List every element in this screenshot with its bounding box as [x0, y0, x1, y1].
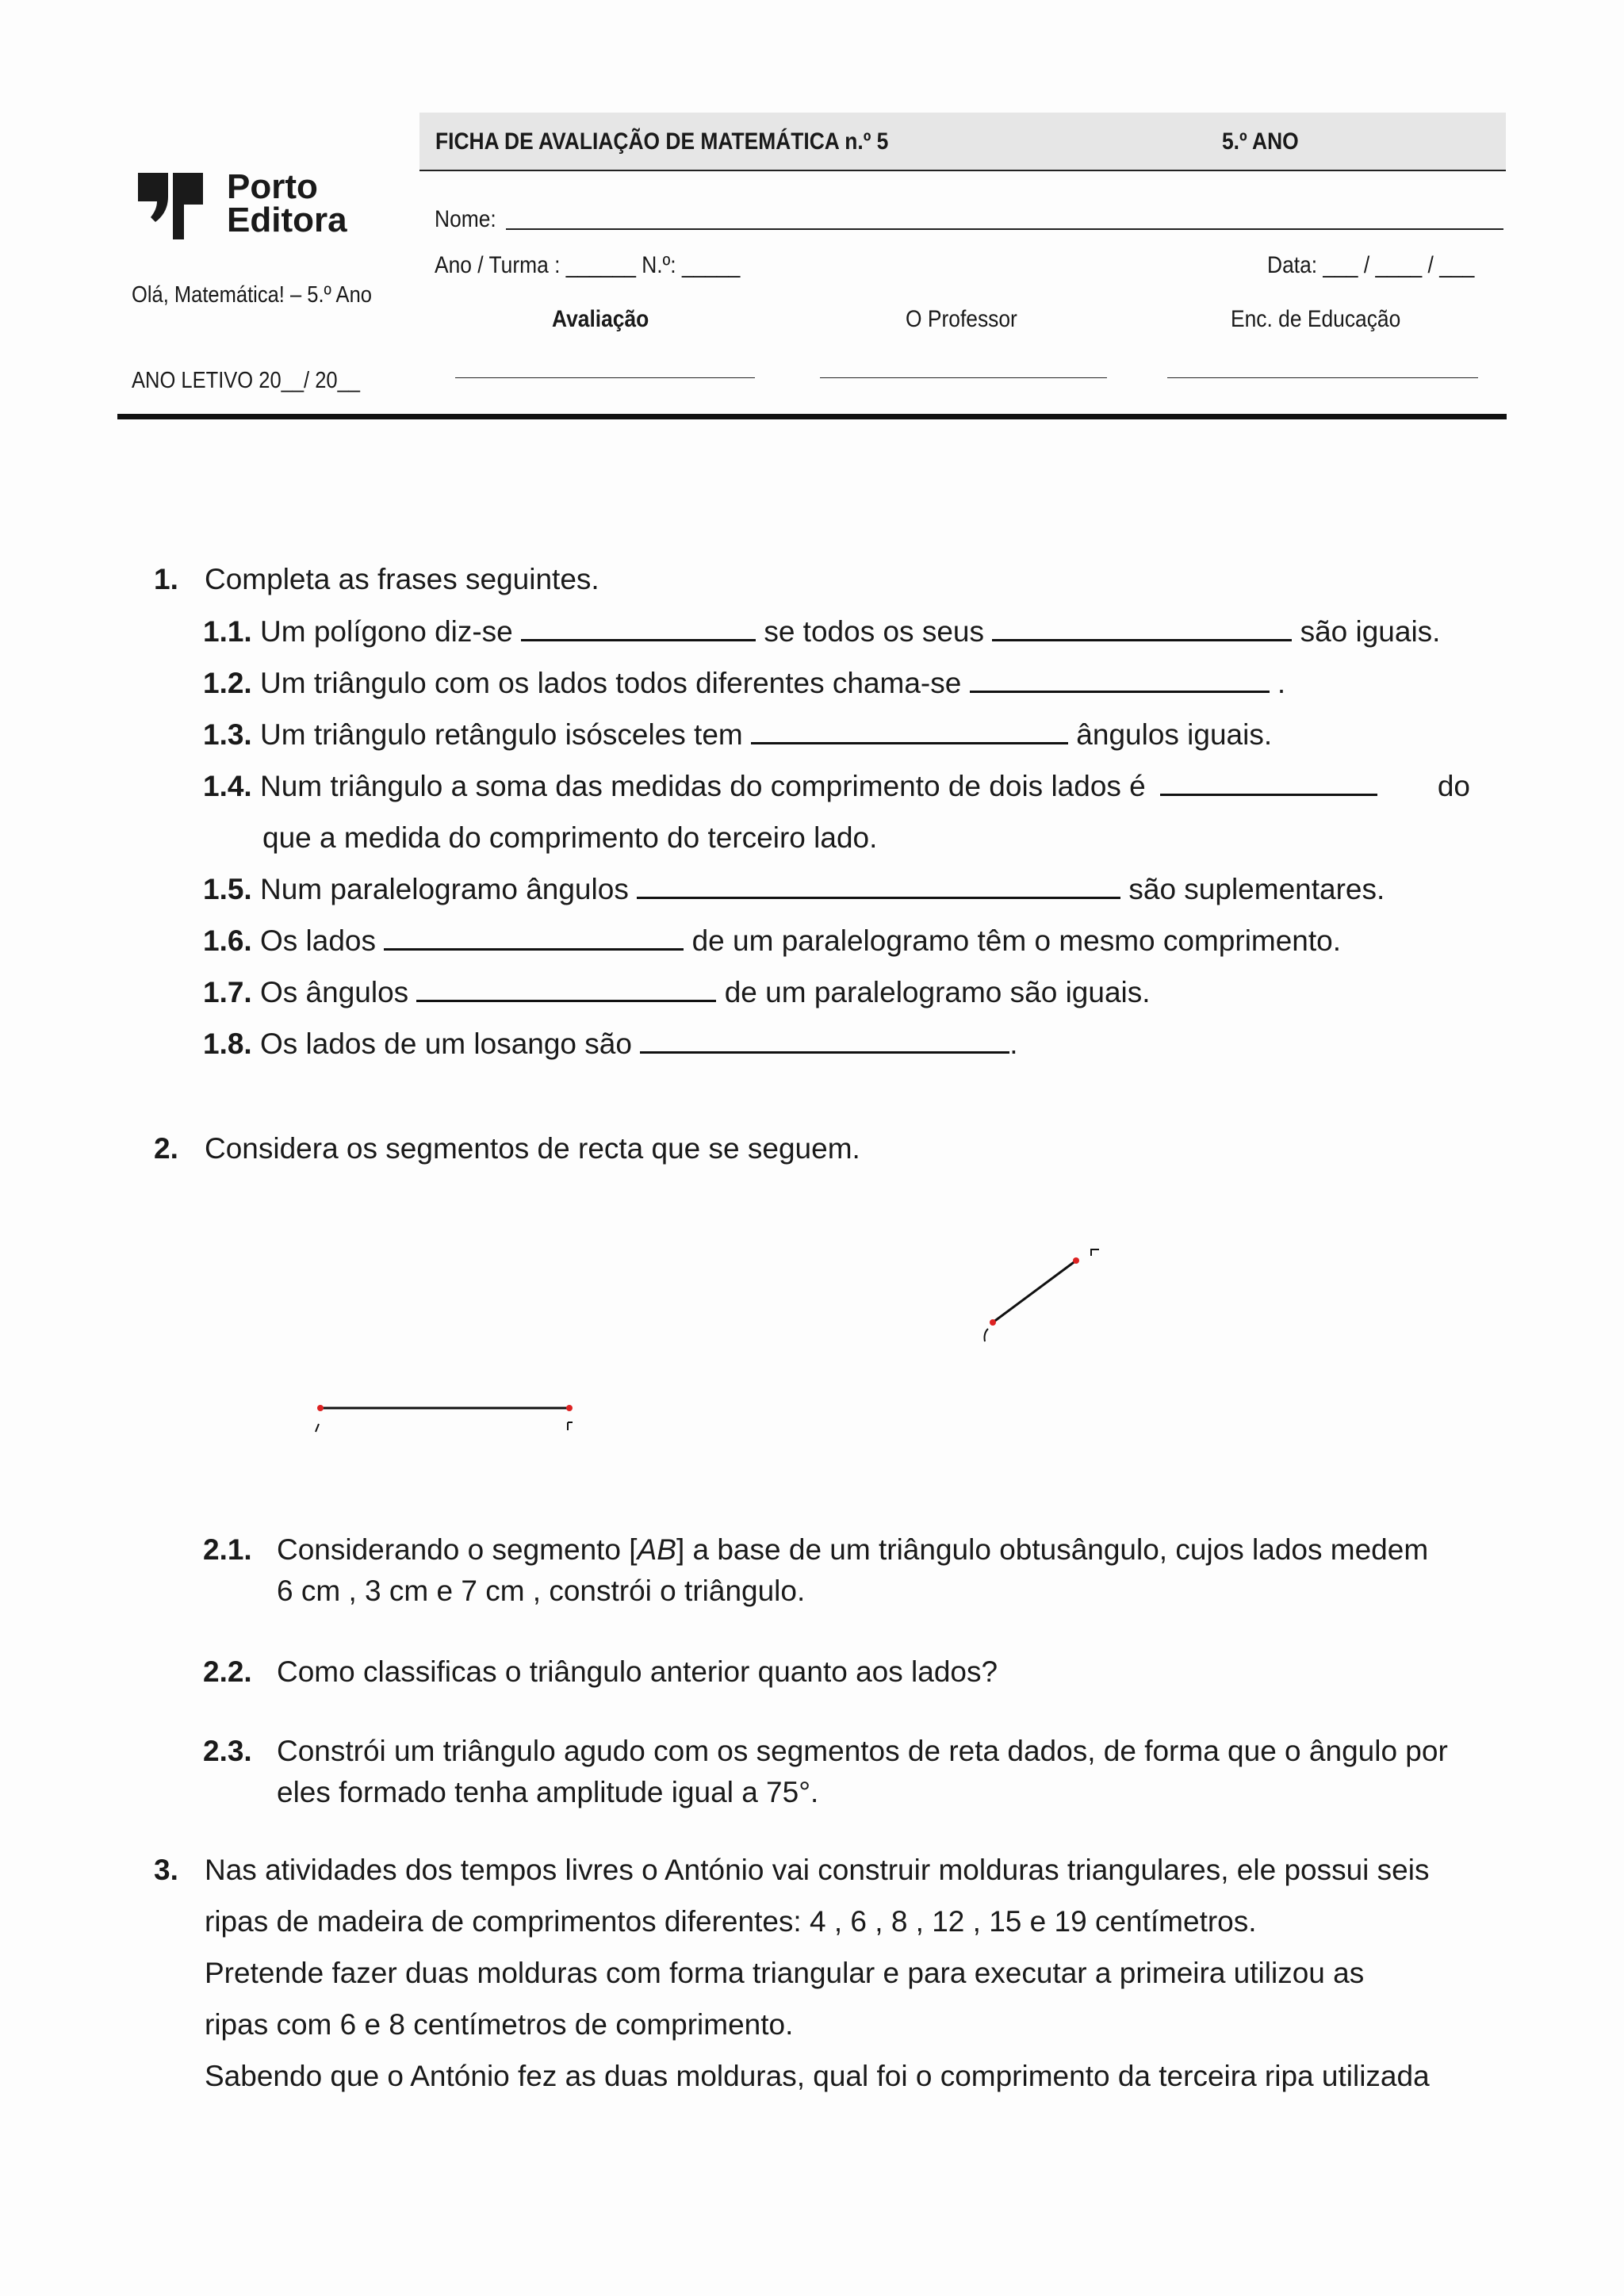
- item-1-6: [203, 924, 1341, 958]
- segment-label: AB: [637, 1533, 676, 1566]
- answer-blank[interactable]: [521, 638, 756, 641]
- item-text: Os lados de um losango são: [260, 1027, 632, 1060]
- question-number: 1.: [154, 563, 178, 595]
- item-number: 1.3.: [203, 718, 252, 751]
- item-text: Num paralelogramo ângulos: [260, 873, 629, 905]
- item-number: 1.8.: [203, 1027, 252, 1060]
- item-number: 1.5.: [203, 873, 252, 905]
- answer-blank[interactable]: [751, 741, 1068, 744]
- logo-mark-icon: [136, 173, 216, 239]
- question-3-line-4: ripas com 6 e 8 centímetros de comprimento.: [205, 2008, 794, 2041]
- item-text-part: Considerando o segmento [: [277, 1533, 638, 1566]
- item-number: 1.1.: [203, 615, 252, 648]
- date-label: Data: ___ / ____ / ___: [1267, 252, 1475, 278]
- answer-blank[interactable]: [992, 638, 1292, 641]
- item-text: Um polígono diz-se: [260, 615, 513, 648]
- item-2-2: [203, 1655, 998, 1689]
- item-number: 1.6.: [203, 924, 252, 957]
- item-1-2: [203, 667, 1285, 700]
- name-field[interactable]: [506, 228, 1503, 230]
- item-text: são iguais.: [1300, 615, 1441, 648]
- sign-guardian-label: Enc. de Educação: [1231, 306, 1401, 332]
- item-text: Num triângulo a soma das medidas do comprimento de dois lados é: [260, 770, 1146, 802]
- question-3: [154, 1854, 178, 1887]
- question-3-line-5: Sabendo que o António fez as duas molduras, qual foi o comprimento da terceira ripa utilizada: [205, 2060, 1430, 2092]
- item-number: 1.7.: [203, 976, 252, 1008]
- item-number: 1.4.: [203, 770, 252, 802]
- answer-blank[interactable]: [1160, 793, 1377, 796]
- item-1-4: [203, 770, 1470, 803]
- answer-blank[interactable]: [640, 1050, 1009, 1054]
- answer-blank[interactable]: [416, 999, 716, 1002]
- book-title: Olá, Matemática! – 5.º Ano: [132, 282, 372, 308]
- item-1-7: [203, 976, 1151, 1009]
- publisher-logo: [136, 167, 358, 239]
- item-text: Constrói um triângulo agudo com os segmentos de reta dados, de forma que o ângulo por: [277, 1735, 1448, 1767]
- item-2-1: [203, 1533, 1429, 1567]
- question-3-line-1: Nas atividades dos tempos livres o António vai construir molduras triangulares, ele possui seis: [205, 1854, 1430, 1886]
- question-number: 3.: [154, 1854, 178, 1886]
- item-text-part: ] a base de um triângulo obtusângulo, cujos lados medem: [676, 1533, 1429, 1566]
- answer-blank[interactable]: [637, 896, 1120, 899]
- grade-label: 5.º ANO: [1222, 128, 1299, 155]
- sheet-title: FICHA DE AVALIAÇÃO DE MATEMÁTICA n.º 5: [435, 128, 889, 155]
- item-text: se todos os seus: [764, 615, 984, 648]
- item-2-3-line-2: eles formado tenha amplitude igual a 75°.: [277, 1776, 819, 1808]
- item-1-3: [203, 718, 1272, 752]
- item-text: de um paralelogramo são iguais.: [724, 976, 1151, 1008]
- answer-blank[interactable]: [970, 690, 1270, 693]
- item-text: [277, 1533, 1428, 1567]
- question-text: Considera os segmentos de recta que se seguem.: [205, 1132, 860, 1165]
- segment-cd: [985, 1249, 1100, 1341]
- item-2-1-line-2: 6 cm , 3 cm e 7 cm , constrói o triângulo.: [277, 1575, 806, 1607]
- item-text: são suplementares.: [1128, 873, 1385, 905]
- sign-evaluation-label: Avaliação: [552, 306, 649, 332]
- header-divider: [117, 414, 1507, 419]
- question-text: Completa as frases seguintes.: [205, 563, 599, 595]
- item-text: .: [1277, 667, 1286, 699]
- sign-guardian-line[interactable]: [1167, 377, 1478, 378]
- question-number: 2.: [154, 1132, 178, 1165]
- item-text: .: [1009, 1027, 1018, 1060]
- sign-teacher-label: O Professor: [906, 306, 1017, 332]
- item-text: Os lados: [260, 924, 377, 957]
- item-text: de um paralelogramo têm o mesmo comprimento.: [691, 924, 1342, 957]
- segments-figure: [301, 1237, 1126, 1443]
- item-text: Um triângulo retângulo isósceles tem: [260, 718, 743, 751]
- item-1-4-continuation: que a medida do comprimento do terceiro lado.: [262, 821, 878, 854]
- item-number: 2.3.: [203, 1735, 252, 1767]
- sign-evaluation-line[interactable]: [455, 377, 755, 378]
- answer-blank[interactable]: [384, 947, 684, 951]
- segment-ab: [316, 1405, 573, 1432]
- item-1-1: [203, 615, 1440, 649]
- item-1-5: [203, 873, 1385, 906]
- sign-teacher-line[interactable]: [820, 377, 1107, 378]
- item-text: Como classificas o triângulo anterior quanto aos lados?: [277, 1655, 998, 1688]
- item-number: 2.1.: [203, 1533, 252, 1566]
- item-number: 1.2.: [203, 667, 252, 699]
- item-1-8: [203, 1027, 1018, 1061]
- question-1: [154, 563, 599, 596]
- question-3-line-2: ripas de madeira de comprimentos diferentes: 4 , 6 , 8 , 12 , 15 e 19 centímetros.: [205, 1905, 1257, 1938]
- item-text: Os ângulos: [260, 976, 409, 1008]
- item-number: 2.2.: [203, 1655, 252, 1688]
- class-number-label: Ano / Turma : ______ N.º: _____: [435, 252, 741, 278]
- question-2: [154, 1132, 860, 1165]
- school-year: ANO LETIVO 20__/ 20__: [132, 368, 360, 393]
- item-text: do: [1437, 770, 1470, 802]
- item-text: ângulos iguais.: [1076, 718, 1273, 751]
- question-3-line-3: Pretende fazer duas molduras com forma triangular e para executar a primeira utilizou as: [205, 1957, 1365, 1989]
- title-band: [419, 113, 1506, 171]
- name-label: Nome:: [435, 206, 496, 232]
- item-2-3: [203, 1735, 1448, 1768]
- logo-text-porto: Porto: [227, 167, 318, 206]
- logo-text-editora: Editora: [227, 201, 347, 239]
- item-text: Um triângulo com os lados todos diferentes chama-se: [260, 667, 962, 699]
